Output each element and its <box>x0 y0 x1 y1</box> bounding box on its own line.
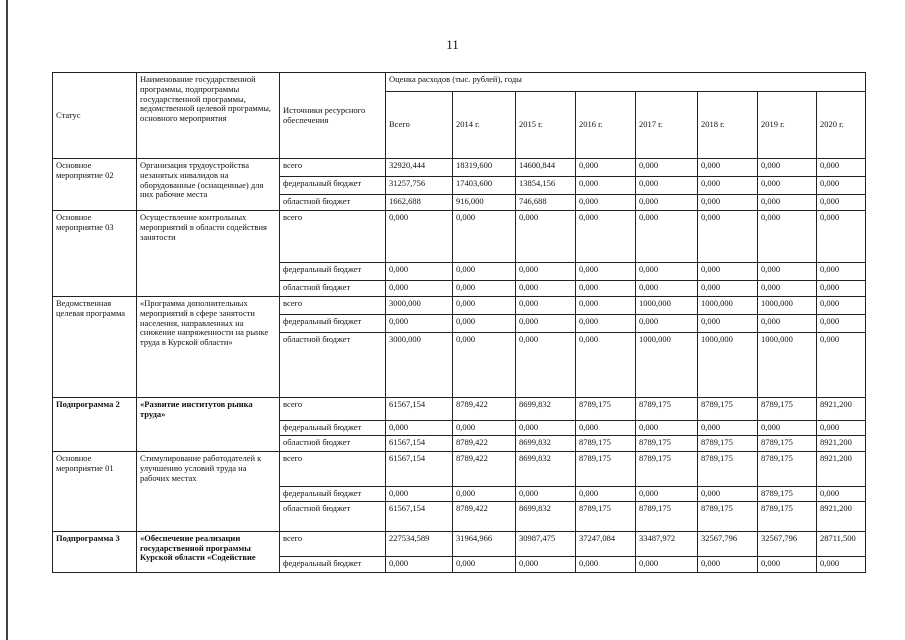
name-cell: «Обеспечение реализации государственной программы Курской области «Содействие <box>137 531 280 572</box>
header-year: 2016 г. <box>576 92 636 159</box>
value-cell: 0,000 <box>453 421 516 436</box>
value-cell: 61567,154 <box>386 501 453 531</box>
value-cell: 0,000 <box>636 195 698 211</box>
value-cell: 8789,175 <box>758 501 817 531</box>
value-cell: 0,000 <box>576 159 636 177</box>
value-cell: 0,000 <box>636 211 698 263</box>
value-cell: 0,000 <box>636 281 698 297</box>
value-cell: 0,000 <box>453 297 516 315</box>
value-cell: 0,000 <box>758 556 817 572</box>
header-year: 2014 г. <box>453 92 516 159</box>
value-cell: 0,000 <box>817 263 866 281</box>
value-cell: 3000,000 <box>386 297 453 315</box>
value-cell: 0,000 <box>576 487 636 502</box>
value-cell: 0,000 <box>698 195 758 211</box>
source-cell: всего <box>280 159 386 177</box>
value-cell: 916,000 <box>453 195 516 211</box>
value-cell: 0,000 <box>817 333 866 398</box>
table-row <box>53 452 866 487</box>
value-cell: 1000,000 <box>758 297 817 315</box>
value-cell: 8789,175 <box>698 452 758 487</box>
value-cell: 28711,500 <box>817 531 866 556</box>
value-cell: 31257,756 <box>386 177 453 195</box>
source-cell: федеральный бюджет <box>280 177 386 195</box>
value-cell: 0,000 <box>636 263 698 281</box>
value-cell: 227534,589 <box>386 531 453 556</box>
value-cell: 0,000 <box>698 487 758 502</box>
value-cell: 0,000 <box>698 211 758 263</box>
value-cell: 0,000 <box>698 263 758 281</box>
value-cell: 0,000 <box>516 487 576 502</box>
source-cell: областной бюджет <box>280 501 386 531</box>
value-cell: 1000,000 <box>698 333 758 398</box>
value-cell: 0,000 <box>386 281 453 297</box>
value-cell: 746,688 <box>516 195 576 211</box>
page-edge-line <box>6 0 8 640</box>
value-cell: 13854,156 <box>516 177 576 195</box>
header-year: 2017 г. <box>636 92 698 159</box>
source-cell: всего <box>280 398 386 421</box>
source-cell: федеральный бюджет <box>280 315 386 333</box>
value-cell: 0,000 <box>817 281 866 297</box>
value-cell: 1000,000 <box>636 297 698 315</box>
value-cell: 0,000 <box>698 315 758 333</box>
value-cell: 32567,796 <box>758 531 817 556</box>
header-year: 2015 г. <box>516 92 576 159</box>
source-cell: областной бюджет <box>280 195 386 211</box>
value-cell: 0,000 <box>576 281 636 297</box>
value-cell: 8921,200 <box>817 398 866 421</box>
value-cell: 0,000 <box>386 421 453 436</box>
source-cell: областной бюджет <box>280 436 386 452</box>
header-year: 2018 г. <box>698 92 758 159</box>
value-cell: 0,000 <box>758 421 817 436</box>
value-cell: 0,000 <box>516 263 576 281</box>
value-cell: 8699,832 <box>516 501 576 531</box>
value-cell: 0,000 <box>576 177 636 195</box>
value-cell: 0,000 <box>817 195 866 211</box>
status-cell: Основное мероприятие 01 <box>53 452 137 532</box>
value-cell: 17403,600 <box>453 177 516 195</box>
value-cell: 0,000 <box>817 556 866 572</box>
table-row <box>53 159 866 177</box>
value-cell: 0,000 <box>576 263 636 281</box>
value-cell: 8789,422 <box>453 436 516 452</box>
value-cell: 0,000 <box>576 195 636 211</box>
value-cell: 0,000 <box>453 333 516 398</box>
value-cell: 0,000 <box>758 315 817 333</box>
value-cell: 0,000 <box>698 421 758 436</box>
value-cell: 61567,154 <box>386 452 453 487</box>
value-cell: 0,000 <box>516 556 576 572</box>
status-cell: Подпрограмма 3 <box>53 531 137 572</box>
value-cell: 0,000 <box>817 297 866 315</box>
value-cell: 8789,175 <box>636 436 698 452</box>
value-cell: 0,000 <box>636 487 698 502</box>
header-name: Наименование государственной программы, подпрограммы государственной программы, ведомственной целевой программы, основного мероприятия <box>137 73 280 159</box>
source-cell: федеральный бюджет <box>280 263 386 281</box>
value-cell: 0,000 <box>576 297 636 315</box>
header-sources: Источники ресурсного обеспечения <box>280 73 386 159</box>
value-cell: 8789,175 <box>576 501 636 531</box>
value-cell: 14600,844 <box>516 159 576 177</box>
page-number: 11 <box>446 37 459 52</box>
value-cell: 0,000 <box>576 333 636 398</box>
value-cell: 8921,200 <box>817 436 866 452</box>
value-cell: 61567,154 <box>386 436 453 452</box>
value-cell: 0,000 <box>386 211 453 263</box>
value-cell: 0,000 <box>453 556 516 572</box>
table-body <box>53 159 866 573</box>
value-cell: 8789,175 <box>576 436 636 452</box>
value-cell: 0,000 <box>516 315 576 333</box>
value-cell: 0,000 <box>636 177 698 195</box>
value-cell: 0,000 <box>516 281 576 297</box>
value-cell: 8789,175 <box>698 436 758 452</box>
value-cell: 8699,832 <box>516 436 576 452</box>
header-year: 2019 г. <box>758 92 817 159</box>
table-row <box>53 211 866 263</box>
value-cell: 8789,175 <box>576 452 636 487</box>
status-cell: Ведомственная целевая программа <box>53 297 137 398</box>
table-row <box>53 398 866 421</box>
value-cell: 8789,422 <box>453 452 516 487</box>
name-cell: Осуществление контрольных мероприятий в области содействия занятости <box>137 211 280 297</box>
value-cell: 31964,966 <box>453 531 516 556</box>
value-cell: 8789,175 <box>758 398 817 421</box>
value-cell: 0,000 <box>516 421 576 436</box>
value-cell: 0,000 <box>576 556 636 572</box>
value-cell: 8921,200 <box>817 452 866 487</box>
value-cell: 0,000 <box>758 211 817 263</box>
value-cell: 0,000 <box>636 421 698 436</box>
value-cell: 37247,084 <box>576 531 636 556</box>
header-year: Всего <box>386 92 453 159</box>
source-cell: всего <box>280 452 386 487</box>
value-cell: 0,000 <box>698 281 758 297</box>
value-cell: 0,000 <box>453 281 516 297</box>
table-row <box>53 297 866 315</box>
value-cell: 0,000 <box>817 487 866 502</box>
value-cell: 0,000 <box>386 315 453 333</box>
value-cell: 0,000 <box>758 177 817 195</box>
value-cell: 0,000 <box>576 211 636 263</box>
value-cell: 0,000 <box>453 315 516 333</box>
value-cell: 8789,175 <box>758 452 817 487</box>
value-cell: 0,000 <box>453 211 516 263</box>
value-cell: 0,000 <box>636 315 698 333</box>
status-cell: Основное мероприятие 03 <box>53 211 137 297</box>
budget-table <box>52 72 866 573</box>
value-cell: 0,000 <box>817 177 866 195</box>
value-cell: 8789,175 <box>758 487 817 502</box>
value-cell: 8699,832 <box>516 398 576 421</box>
value-cell: 0,000 <box>576 315 636 333</box>
value-cell: 8789,175 <box>576 398 636 421</box>
value-cell: 8921,200 <box>817 501 866 531</box>
name-cell: Организация трудоустройства незанятых инвалидов на оборудованные (оснащенные) для них рабочие места <box>137 159 280 211</box>
table-row <box>53 531 866 556</box>
value-cell: 0,000 <box>386 487 453 502</box>
value-cell: 0,000 <box>386 556 453 572</box>
source-cell: федеральный бюджет <box>280 487 386 502</box>
value-cell: 0,000 <box>636 556 698 572</box>
value-cell: 30987,475 <box>516 531 576 556</box>
value-cell: 0,000 <box>516 333 576 398</box>
value-cell: 0,000 <box>698 556 758 572</box>
value-cell: 8789,175 <box>636 501 698 531</box>
value-cell: 0,000 <box>516 211 576 263</box>
value-cell: 8789,175 <box>636 452 698 487</box>
value-cell: 8789,422 <box>453 501 516 531</box>
source-cell: всего <box>280 297 386 315</box>
value-cell: 0,000 <box>758 159 817 177</box>
value-cell: 8789,175 <box>698 398 758 421</box>
value-cell: 1000,000 <box>698 297 758 315</box>
value-cell: 0,000 <box>453 263 516 281</box>
value-cell: 1662,688 <box>386 195 453 211</box>
value-cell: 0,000 <box>817 421 866 436</box>
value-cell: 8699,832 <box>516 452 576 487</box>
value-cell: 0,000 <box>817 211 866 263</box>
value-cell: 8789,422 <box>453 398 516 421</box>
value-cell: 3000,000 <box>386 333 453 398</box>
source-cell: областной бюджет <box>280 333 386 398</box>
source-cell: всего <box>280 531 386 556</box>
name-cell: «Программа дополнительных мероприятий в сфере занятости населения, направленных на снижение напряженности на рынке труда в Курской области» <box>137 297 280 398</box>
value-cell: 0,000 <box>698 159 758 177</box>
value-cell: 8789,175 <box>698 501 758 531</box>
value-cell: 0,000 <box>758 263 817 281</box>
value-cell: 0,000 <box>817 315 866 333</box>
header-status: Статус <box>53 73 137 159</box>
source-cell: федеральный бюджет <box>280 556 386 572</box>
value-cell: 0,000 <box>576 421 636 436</box>
value-cell: 0,000 <box>698 177 758 195</box>
value-cell: 0,000 <box>817 159 866 177</box>
value-cell: 0,000 <box>386 263 453 281</box>
value-cell: 0,000 <box>758 195 817 211</box>
value-cell: 0,000 <box>516 297 576 315</box>
name-cell: «Развитие институтов рынка труда» <box>137 398 280 452</box>
value-cell: 32920,444 <box>386 159 453 177</box>
value-cell: 8789,175 <box>758 436 817 452</box>
status-cell: Подпрограмма 2 <box>53 398 137 452</box>
header-estimate: Оценка расходов (тыс. рублей), годы <box>386 73 866 92</box>
value-cell: 0,000 <box>636 159 698 177</box>
name-cell: Стимулирование работодателей к улучшению условий труда на рабочих местах <box>137 452 280 532</box>
value-cell: 8789,175 <box>636 398 698 421</box>
status-cell: Основное мероприятие 02 <box>53 159 137 211</box>
value-cell: 18319,600 <box>453 159 516 177</box>
source-cell: областной бюджет <box>280 281 386 297</box>
source-cell: федеральный бюджет <box>280 421 386 436</box>
value-cell: 1000,000 <box>758 333 817 398</box>
value-cell: 1000,000 <box>636 333 698 398</box>
value-cell: 0,000 <box>758 281 817 297</box>
value-cell: 0,000 <box>453 487 516 502</box>
source-cell: всего <box>280 211 386 263</box>
value-cell: 32567,796 <box>698 531 758 556</box>
header-year: 2020 г. <box>817 92 866 159</box>
value-cell: 33487,972 <box>636 531 698 556</box>
value-cell: 61567,154 <box>386 398 453 421</box>
